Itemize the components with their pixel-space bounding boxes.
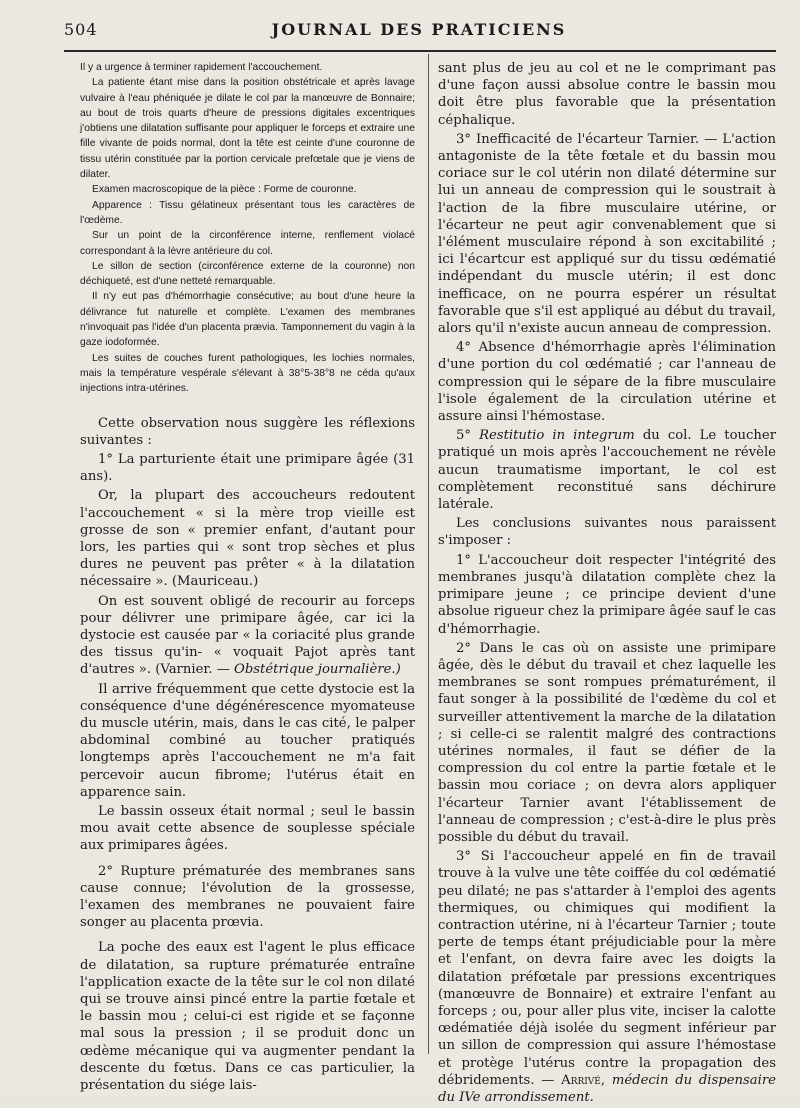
observation-line: La patiente étant mise dans la position obstétricale et après lavage vulvaire à l'eau phéniquée je dilate le col par la manœuvre de Bonnaire; au bout de trois quarts d'heure de pressions digitales excentriques j'obtiens une dilatation suffisante pour appliquer le forceps et extraire une fille vivante de poids normal, dont la tête est ceinte d'une couronne de tissu utérin constituée par la portion cervicale prefœtale que je viens de dilater. — [80, 77, 415, 181]
observation-line: Il n'y eut pas d'hémorrhagie consécutive; au bout d'une heure la délivrance fut naturelle et complète. L'examen des membranes n'invoquait pas l'idée d'un placenta prævia. Tamponnement du vagin à la gaze iodoformée. — [80, 291, 415, 349]
page-header — [64, 18, 774, 48]
paragraph: 4° Absence d'hémorrhagie après l'élimination d'une portion du col œdématié ; car l'anneau de compression qui le sépare de la fibre musculaire l'isole également de la circulation utérine et assure ainsi l'hémostase. — [438, 340, 776, 425]
paragraph: Or, la plupart des accoucheurs redoutent l'accouchement « si la mère trop vieille est grosse de son « premier enfant, d'autant pour lors, les parties qui « sont trop sèches et plus dures ne peuvent pas prêter « à la dilatation nécessaire ». (Mauriceau.) — [80, 488, 415, 590]
observation-line: Apparence : Tissu gélatineux présentant tous les caractères de l'œdème. — [80, 199, 415, 226]
left-column — [80, 60, 415, 1096]
observation-line: Examen macroscopique de la pièce : Forme de couronne. — [92, 184, 357, 196]
paragraph: Les conclusions suivantes nous paraissent s'imposer : — [438, 516, 776, 549]
header-rule — [64, 50, 776, 52]
observation-line: Le sillon de section (circonférence externe de la couronne) non déchiqueté, est d'une netteté remarquable. — [80, 260, 415, 288]
paragraph: Il arrive fréquemment que cette dystocie est la conséquence d'une dégénérescence myomateuse du muscle utérin, mais, dans le cas cité, le palper abdominal combiné au toucher pratiqués longtemps après l'accouchement ne m'a fait percevoir aucun fibrome; l'utérus était en apparence sain. — [80, 681, 415, 800]
paragraph: 1° La parturiente était une primipare âgée (31 ans). — [80, 451, 415, 485]
column-divider — [428, 54, 429, 1054]
paragraph: 1° L'accoucheur doit respecter l'intégrité des membranes jusqu'à dilatation complète chez la primipare jeune ; ce principe devient d'une absolue rigueur chez la primipare âgée sauf le cas d'hémorrhagie. — [438, 552, 776, 637]
paragraph: 2° Rupture prématurée des membranes sans cause connue; l'évolution de la grossesse, l'examen des membranes ne pouvaient faire songer au placenta prœvia. — [80, 863, 415, 931]
paragraph: Le bassin osseux était normal ; seul le bassin mou avait cette absence de souplesse spéciale aux primipares âgées. — [80, 804, 415, 854]
paragraph: 2° Dans le cas où on assiste une primipare âgée, dès le début du travail et chez laquelle les membranes se sont rompues prématurément, il faut songer à la possibilité de l'œdème du col et surveiller attentivement la marche de la dilatation ; si celle-ci se ralentit malgré des contractions utérines normales, il faut se défier de la compression du col entre la partie fœtale et le bassin mou coriace ; on devra alors appliquer l'écarteur Tarnier avant l'établissement de l'anneau de compression ; c'est-à-dire le plus près possible du début du travail. — [438, 640, 776, 845]
paragraph: La poche des eaux est l'agent le plus efficace de dilatation, sa rupture prématurée entraîne l'application exacte de la tête sur le col non dilaté qui se trouve ainsi pincé entre la partie fœtale et le bassin mou ; celui-ci est rigide et se façonne mal sous la pression ; il se produit donc un œdème mécanique qui va augmenter pendant la descente du fœtus. Dans ce cas particulier, la présentation du siége lais- — [80, 940, 415, 1094]
paragraph — [438, 848, 776, 1106]
observation-block — [80, 60, 415, 397]
right-column — [438, 60, 776, 1108]
paragraph: 3° Inefficacité de l'écarteur Tarnier. — L'action antagoniste de la tête fœtale et du bassin mou coriace sur le col utérin non dilaté détermine sur lui un anneau de compression qui le soustrait à l'action de la fibre musculaire utérine, or l'écarteur ne peut agir convenablement que si l'élément musculaire répond à son excitabilité ; ici l'écartcur est appliqué sur du tissu œdématié indépendant du muscle utérin; il est donc inefficace, on ne pourra espérer un résultat favorable que s'il est appliqué au début du travail, alors qu'il n'existe aucun anneau de compression. — [438, 131, 776, 337]
observation-line: Il y a urgence à terminer rapidement l'accouchement. — [80, 62, 323, 73]
observation-line: Sur un point de la circonférence interne, renflement violacé correspondant à la lèvre antérieure du col. — [80, 230, 415, 257]
observation-line: Les suites de couches furent pathologiques, les lochies normales, mais la température vespérale s'élevant à 38°5-38°8 ne céda qu'aux injections intra-utérines. — [80, 352, 415, 395]
left-body-text — [80, 415, 415, 1095]
paragraph-text: du col. Le toucher pratiqué un mois après l'accouchement ne révèle aucun traumatisme important, le col est complètement reconstitué sans déchirure latérale. — [438, 428, 776, 513]
journal-title: JOURNAL DES PRATICIENS — [271, 20, 567, 39]
citation-title: Obstétrique journalière.) — [234, 662, 401, 678]
paragraph-text: 3° Si l'accoucheur appelé en fin de travail trouve à la vulve une tête coiffée du col œdématié peu dilaté; ne pas s'attarder à l'emploi des agents thermiques, ou chimiques qui modifient la contraction utérine, ni à l'écarteur Tarnier ; toute perte de temps étant préjudiciable pour la mère et l'enfant, on devra faire avec les doigts la dilatation préfœtale par pressions excentriques (manœuvre de Bonnaire) et extraire l'enfant au forceps ; ou, pour aller plus vite, inciser la calotte œdématiée déjà isolée du segment inférieur par un sillon de compression qui assure l'hémostase et protège l'utérus contre la propagation des débridements. — — [438, 849, 776, 1088]
author-name: Arrivé, — [561, 1072, 606, 1088]
paragraph: Cette observation nous suggère les réflexions suivantes : — [80, 415, 415, 448]
latin-phrase: Restitutio in integrum — [479, 428, 635, 444]
page-number: 504 — [64, 20, 98, 39]
right-body-text — [438, 60, 776, 1106]
paragraph — [80, 593, 415, 679]
paragraph-text: 5° — [456, 428, 471, 444]
author-role: médecin du dispensaire du IVe arrondissement. — [438, 1072, 776, 1105]
paragraph — [438, 427, 776, 513]
paragraph: sant plus de jeu au col et ne le comprimant pas d'une façon aussi absolue contre le bassin mou doit être plus favorable que la présentation céphalique. — [438, 61, 776, 128]
paragraph-text: On est souvent obligé de recourir au forceps pour délivrer une primipare âgée, car ici la dystocie est causée par « la coriacité plus grande des tissus qu'in- « voquait Pajot après tant d'autres ». (Varnier. — — [80, 593, 415, 678]
